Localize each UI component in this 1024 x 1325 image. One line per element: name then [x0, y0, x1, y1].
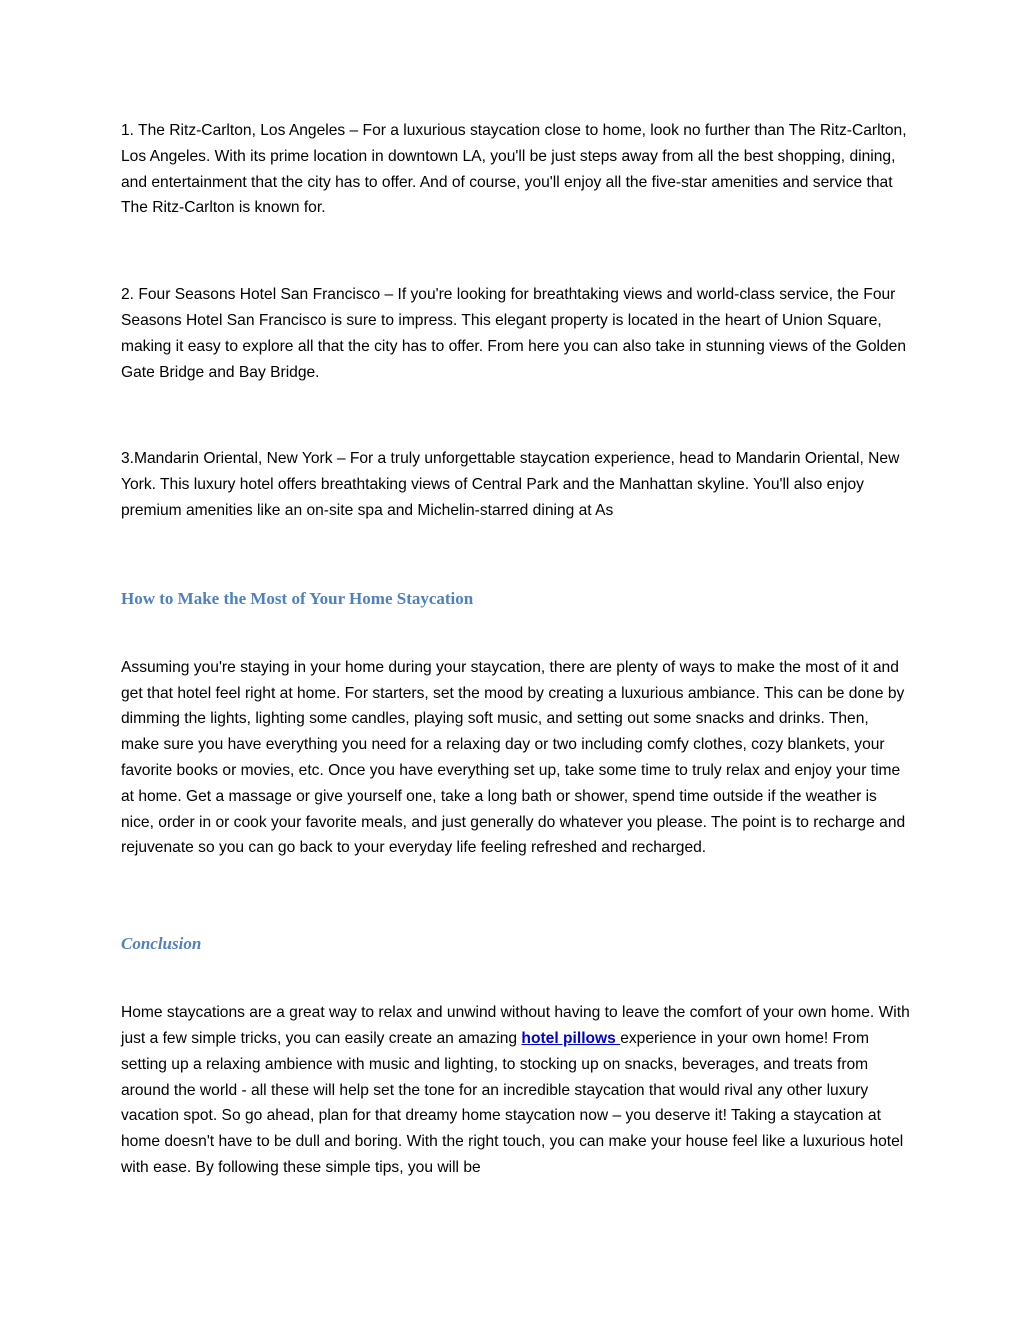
paragraph-home-staycation-tips: Assuming you're staying in your home during your staycation, there are plenty of ways to make the most of it and get that hotel feel right at home. For starters, set the mood by creating a luxurious ambiance. This can be done by dimming the lights, lighting some candles, playing soft music, and setting out some snacks and drinks. Then, make sure you have everything you need for a relaxing day or two including comfy clothes, cozy blankets, your favorite books or movies, etc. Once you have everything set up, take some time to truly relax and enjoy your time at home. Get a massage or give yourself one, take a long bath or shower, spend time outside if the weather is nice, order in or cook your favorite meals, and just generally do whatever you please. The point is to recharge and rejuvenate so you can go back to your everyday life feeling refreshed and recharged. — [121, 658, 906, 857]
hotel-pillows-link[interactable]: hotel pillows — [521, 1029, 621, 1047]
heading-how-to: How to Make the Most of Your Home Staycation — [121, 588, 474, 608]
paragraph-ritz-carlton: 1. The Ritz-Carlton, Los Angeles – For a luxurious staycation close to home, look no further than The Ritz-Carlton, Los Angeles. With its prime location in downtown LA, you'll be just steps away from all the best shopping, dining, and entertainment that the city has to offer. And of course, you'll enjoy all the five-star amenities and service that The Ritz-Carlton is known for. — [121, 122, 907, 217]
paragraph-four-seasons: 2. Four Seasons Hotel San Francisco – If you're looking for breathtaking views and world-class service, the Four Seasons Hotel San Francisco is sure to impress. This elegant property is located in the heart of Union Square, making it easy to explore all that the city has to offer. From here you can also take in stunning views of the Golden Gate Bridge and Bay Bridge. — [121, 286, 907, 381]
heading-conclusion: Conclusion — [121, 934, 202, 954]
conclusion-text-before: Home staycations are a great way to relax and unwind without having to leave the comfort of your own home. With just a few simple tricks, you can easily create an amazing — [121, 1004, 910, 1047]
conclusion-text-after: experience in your own home! From setting up a relaxing ambience with music and lighting, to stocking up on snacks, beverages, and treats from around the world - all these will help set the tone for an incredible staycation that would rival any other luxury vacation spot. So go ahead, plan for that dreamy home staycation now – you deserve it! Taking a staycation at home doesn't have to be dull and boring. With the right touch, you can make your house feel like a luxurious hotel with ease. By following these simple tips, you will be — [121, 1029, 904, 1176]
paragraph-mandarin-oriental: 3.Mandarin Oriental, New York – For a truly unforgettable staycation experience, head to Mandarin Oriental, New York. This luxury hotel offers breathtaking views of Central Park and the Manhattan skyline. You'll also enjoy premium amenities like an on-site spa and Michelin-starred dining at As — [121, 450, 900, 519]
paragraph-conclusion — [121, 1000, 911, 1181]
document-body — [121, 118, 911, 1181]
